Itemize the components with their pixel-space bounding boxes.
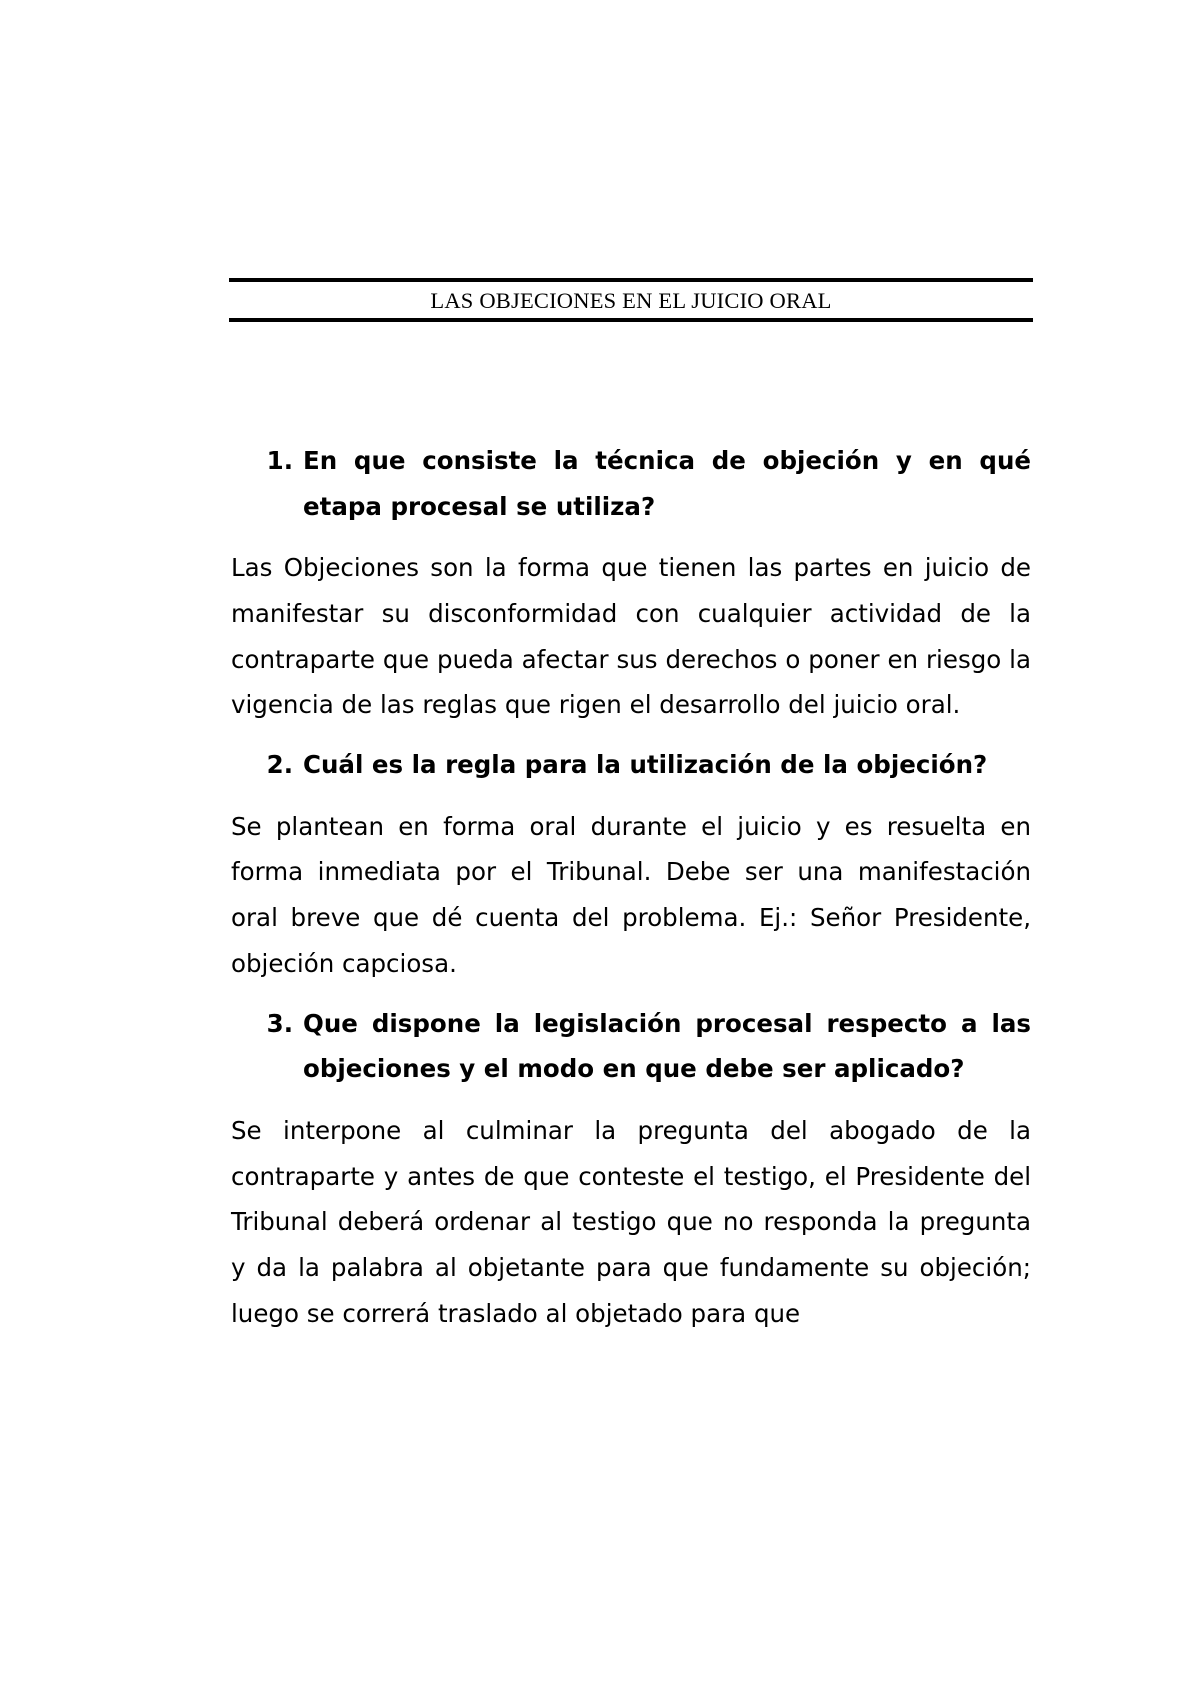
document-title-block xyxy=(229,278,1033,322)
answer-2: Se plantean en forma oral durante el juicio y es resuelta en forma inmediata por el Tribunal. Debe ser una manifestación oral breve que dé cuenta del problema. Ej.: Señor Presidente, objeción capciosa. xyxy=(231,811,1031,979)
document-title: LAS OBJECIONES EN EL JUICIO ORAL xyxy=(430,288,832,313)
question-1-text: En que consiste la técnica de objeción y en qué etapa procesal se utiliza? xyxy=(303,446,1031,521)
document-body xyxy=(231,438,1031,1337)
question-2 xyxy=(231,742,1031,788)
question-3-number: 3. xyxy=(266,1008,293,1038)
answer-1: Las Objeciones son la forma que tienen las partes en juicio de manifestar su disconformidad con cualquier actividad de la contraparte que pueda afectar sus derechos o poner en riesgo la vigencia de las reglas que rigen el desarrollo del juicio oral. xyxy=(231,553,1031,720)
question-3 xyxy=(231,1001,1031,1092)
question-1-number: 1. xyxy=(266,446,293,475)
question-1 xyxy=(231,438,1031,529)
answer-3: Se interpone al culminar la pregunta del abogado de la contraparte y antes de que conteste el testigo, el Presidente del Tribunal deberá ordenar al testigo que no responda la pregunta y da la palabra al objetante para que fundamente su objeción; luego se correrá traslado al objetado para que xyxy=(231,1115,1031,1329)
question-2-text: Cuál es la regla para la utilización de la objeción? xyxy=(303,750,988,780)
question-3-text: Que dispone la legislación procesal respecto a las objeciones y el modo en que debe ser aplicado? xyxy=(303,1008,1031,1084)
question-2-number: 2. xyxy=(266,750,293,780)
